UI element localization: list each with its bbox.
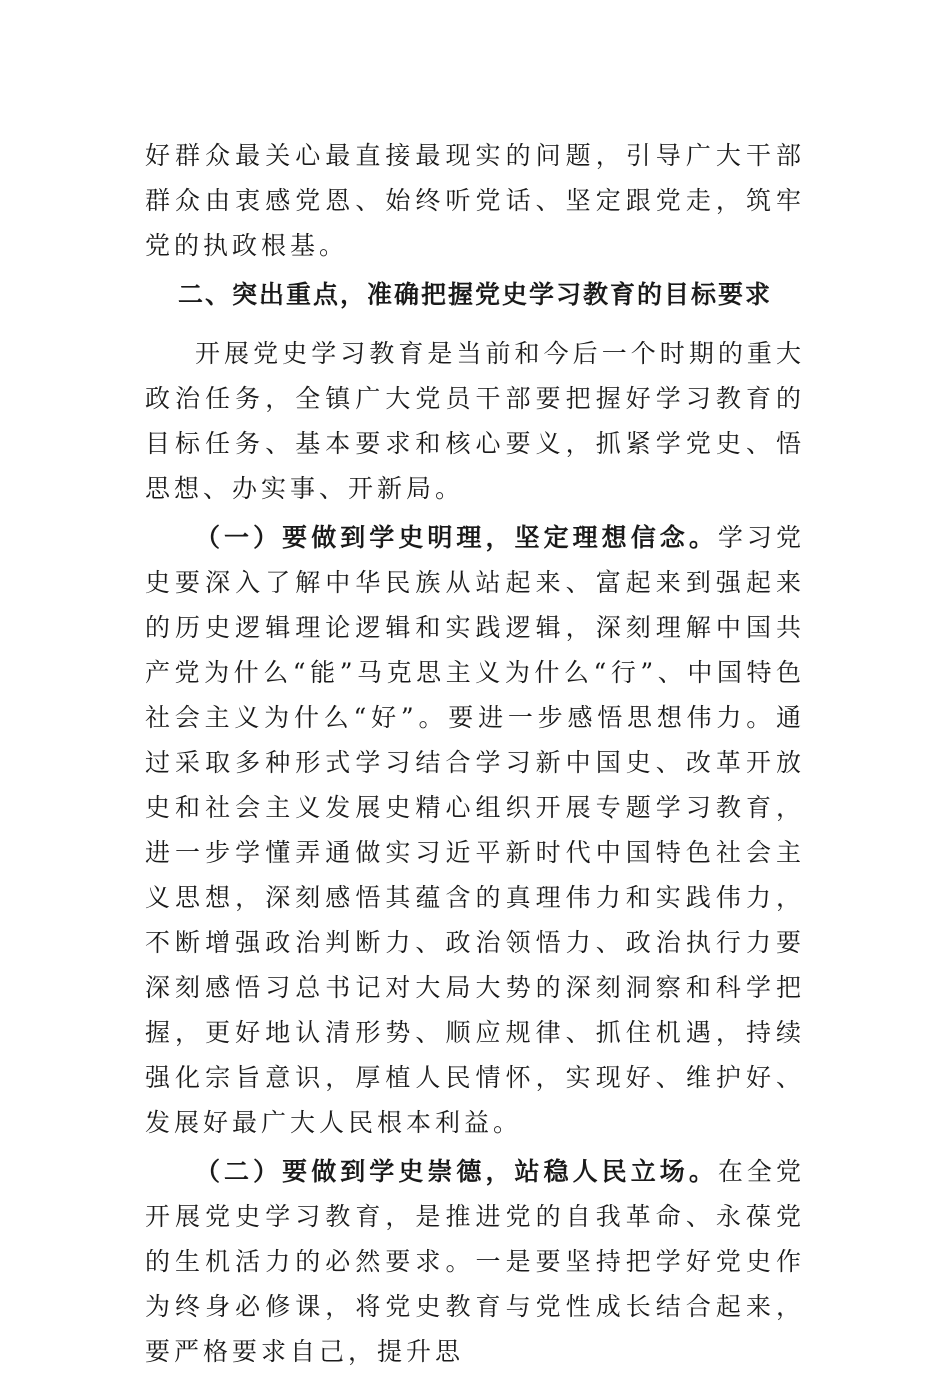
item2-body: 在全党开展党史学习教育，是推进党的自我革命、永葆党的生机活力的必然要求。一是要坚持把学好党史作为终身必修课，将党史教育与党性成长结合起来，要严格要求自己，提升思 (145, 1157, 805, 1366)
continuation-paragraph: 好群众最关心最直接最现实的问题，引导广大干部群众由衷感党恩、始终听党话、坚定跟党走，筑牢党的执政根基。 (145, 141, 805, 260)
section-heading: 二、突出重点，准确把握党史学习教育的目标要求 (177, 280, 772, 309)
intro-paragraph: 开展党史学习教育是当前和今后一个时期的重大政治任务，全镇广大党员干部要把握好学习教育的目标任务、基本要求和核心要义，抓紧学党史、悟思想、办实事、开新局。 (145, 339, 805, 503)
item1-heading: （一）要做到学史明理，坚定理想信念。 (195, 523, 718, 552)
document-body (145, 133, 805, 1374)
item1-paragraph (145, 515, 805, 1145)
item1-body: 学习党史要深入了解中华民族从站起来、富起来到强起来的历史逻辑理论逻辑和实践逻辑，深刻理解中国共产党为什么“能”马克思主义为什么“行”、中国特色社会主义为什么“好”。要进一步感悟思想伟力。通过采取多种形式学习结合学习新中国史、改革开放史和社会主义发展史精心组织开展专题学习教育，进一步学懂弄通做实习近平新时代中国特色社会主义思想，深刻感悟其蕴含的真理伟力和实践伟力，不断增强政治判断力、政治领悟力、政治执行力要深刻感悟习总书记对大局大势的深刻洞察和科学把握，更好地认清形势、顺应规律、抓住机遇，持续强化宗旨意识，厚植人民情怀，实现好、维护好、发展好最广大人民根本利益。 (145, 523, 805, 1137)
item2-paragraph (145, 1149, 805, 1374)
item2-heading: （二）要做到学史崇德，站稳人民立场。 (195, 1157, 718, 1186)
